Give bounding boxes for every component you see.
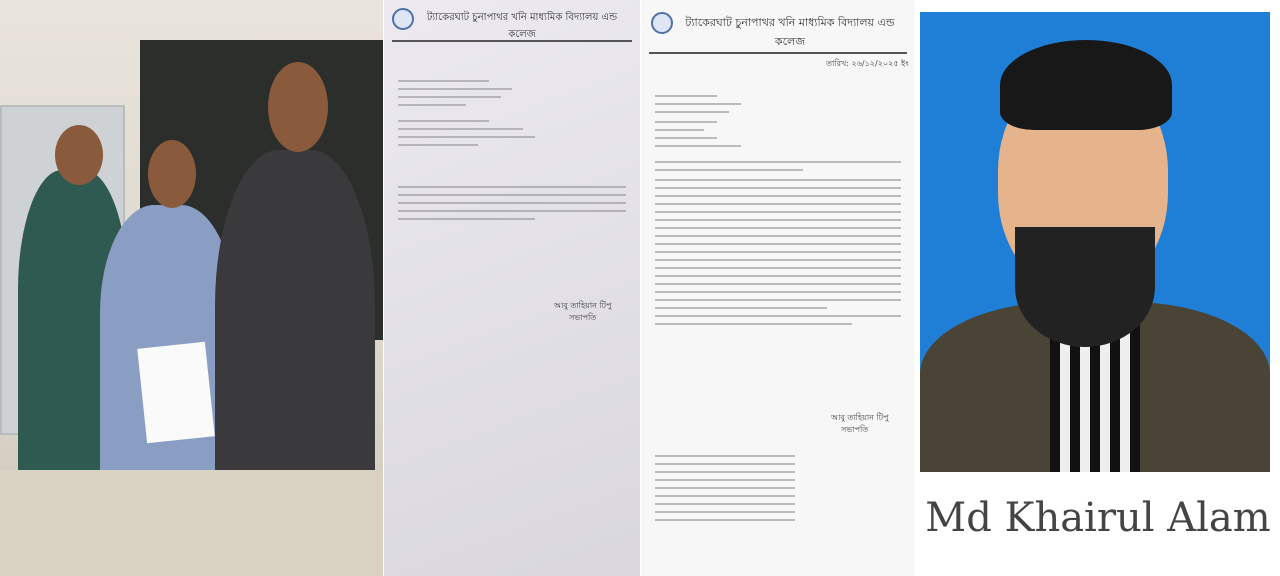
school-seal-icon (392, 8, 414, 30)
handover-photo (0, 0, 383, 576)
person-right-head (268, 62, 328, 152)
letter-body (398, 80, 626, 226)
copy-list (655, 455, 795, 527)
person-left-head (55, 125, 103, 185)
school-seal-icon (651, 12, 673, 34)
signatory-role: সভাপতি (569, 313, 597, 322)
divider (392, 40, 632, 42)
portrait-panel (916, 0, 1280, 576)
letter-photo (384, 0, 640, 576)
held-letter (137, 342, 215, 444)
person-center-head (148, 140, 196, 208)
desk (0, 470, 383, 576)
letter-institution: ট্যাকেরঘাট চুনাপাথর খনি মাধ্যমিক বিদ্যালয় এন্ড কলেজ (426, 12, 618, 40)
letter-body (655, 95, 901, 331)
divider (649, 52, 907, 54)
letter-institution: ট্যাকেরঘাট চুনাপাথর খনি মাধ্যমিক বিদ্যালয় এন্ড কলেজ (685, 16, 895, 48)
letter-scan (641, 0, 915, 576)
signatory-name: আবু তাহিয়ান টিপু (831, 413, 889, 422)
signatory-name: আবু তাহিয়ান টিপু (554, 301, 612, 310)
portrait-caption: Md Khairul Alam (925, 495, 1271, 541)
letter-date: তারিখ: ২৬/১২/২০২৫ ইং (826, 59, 909, 68)
signatory-role: সভাপতি (841, 425, 869, 434)
portrait-photo (920, 12, 1270, 472)
